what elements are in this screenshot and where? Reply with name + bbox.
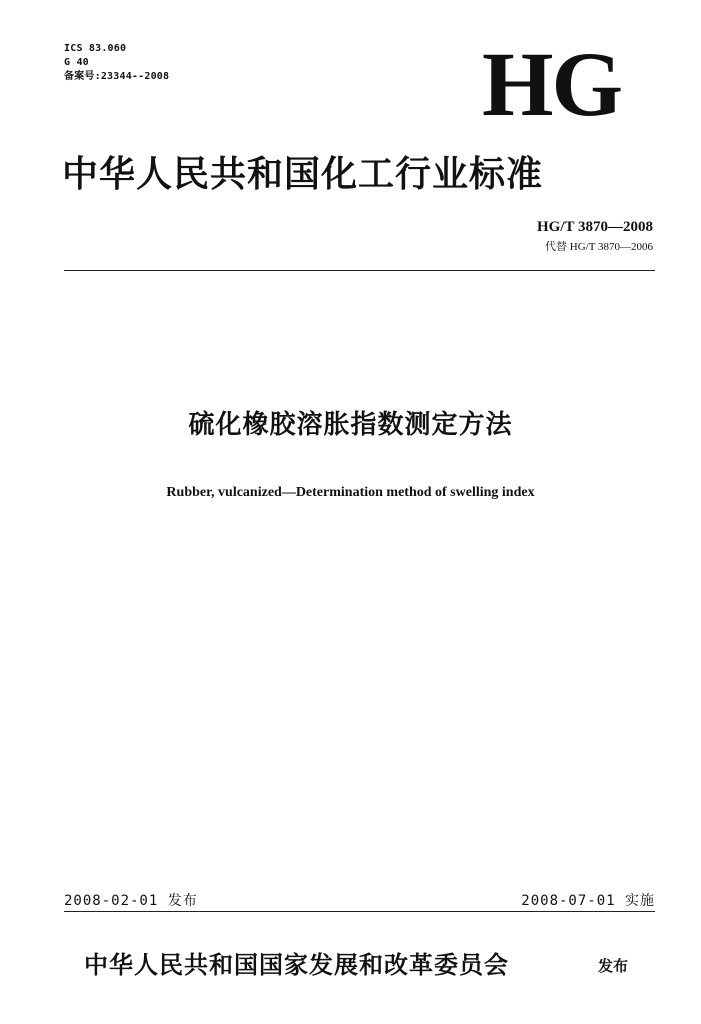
bottom-divider — [64, 911, 655, 912]
document-title-chinese: 硫化橡胶溶胀指数测定方法 — [188, 410, 513, 440]
record-number: 备案号:23344--2008 — [64, 71, 170, 82]
document-title-english: Rubber, vulcanized—Determination method of swelling index — [166, 485, 535, 500]
issue-date: 2008-02-01 发布 — [64, 893, 198, 909]
publisher-suffix: 发布 — [598, 957, 629, 975]
ics-code: ICS 83.060 — [64, 43, 127, 54]
hg-logo: HG — [482, 33, 622, 135]
replaces-standard: 代替 HG/T 3870—2006 — [545, 241, 653, 253]
publisher-name: 中华人民共和国国家发展和改革委员会 — [84, 950, 509, 979]
standard-type-heading: 中华人民共和国化工行业标准 — [62, 153, 544, 195]
implementation-date: 2008-07-01 实施 — [521, 893, 655, 909]
document-metadata — [64, 42, 169, 84]
classification-code: G 40 — [64, 57, 89, 68]
standard-code: HG/T 3870—2008 — [537, 219, 653, 235]
top-divider — [64, 270, 655, 271]
